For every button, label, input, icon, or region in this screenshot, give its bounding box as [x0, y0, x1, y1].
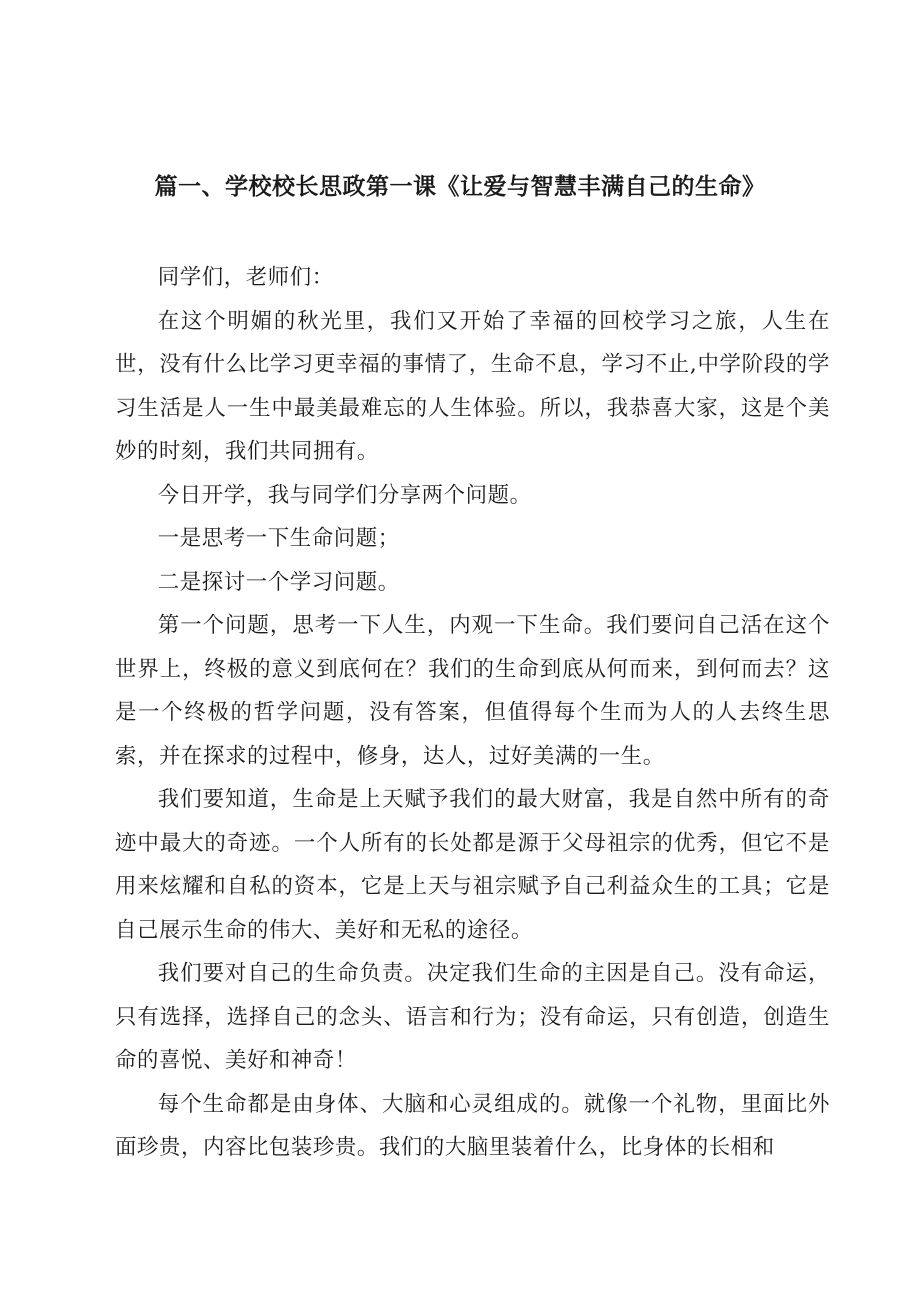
paragraph-life-wealth: 我们要知道，生命是上天赋予我们的最大财富，我是自然中所有的奇迹中最大的奇迹。一个人所有的长处都是源于父母祖宗的优秀，但它不是用来炫耀和自私的资本，它是上天与祖宗赋予自己利益众生的工具；它是自己展示生命的伟大、美好和无私的途径。 [115, 787, 830, 943]
paragraph-opening: 在这个明媚的秋光里，我们又开始了幸福的回校学习之旅，人生在世，没有什么比学习更幸福的事情了，生命不息，学习不止,中学阶段的学习生活是人一生中最美最难忘的人生体验。所以，我恭喜大家，这是个美妙的时刻，我们共同拥有。 [115, 308, 830, 464]
document-body [115, 256, 830, 1170]
paragraph-greeting: 同学们，老师们： [157, 265, 334, 290]
paragraph-topics-intro: 今日开学，我与同学们分享两个问题。 [157, 482, 532, 508]
paragraph-body-mind-soul: 每个生命都是由身体、大脑和心灵组成的。就像一个礼物，里面比外面珍贵，内容比包装珍贵。我们的大脑里装着什么，比身体的长相和 [115, 1091, 830, 1160]
document-title: 篇一、学校校长思政第一课《让爱与智慧丰满自己的生命》 [154, 174, 766, 200]
paragraph-topic-two: 二是探讨一个学习问题。 [157, 569, 400, 595]
paragraph-first-question: 第一个问题，思考一下人生，内观一下生命。我们要问自己活在这个世界上，终极的意义到底何在？我们的生命到底从何而来，到何而去？这是一个终极的哲学问题，没有答案，但值得每个生而为人的人去终生思索，并在探求的过程中，修身，达人，过好美满的一生。 [115, 613, 830, 769]
paragraph-topic-one: 一是思考一下生命问题； [157, 526, 400, 551]
paragraph-responsibility: 我们要对自己的生命负责。决定我们生命的主因是自己。没有命运，只有选择，选择自己的念头、语言和行为；没有命运，只有创造，创造生命的喜悦、美好和神奇！ [115, 961, 830, 1073]
